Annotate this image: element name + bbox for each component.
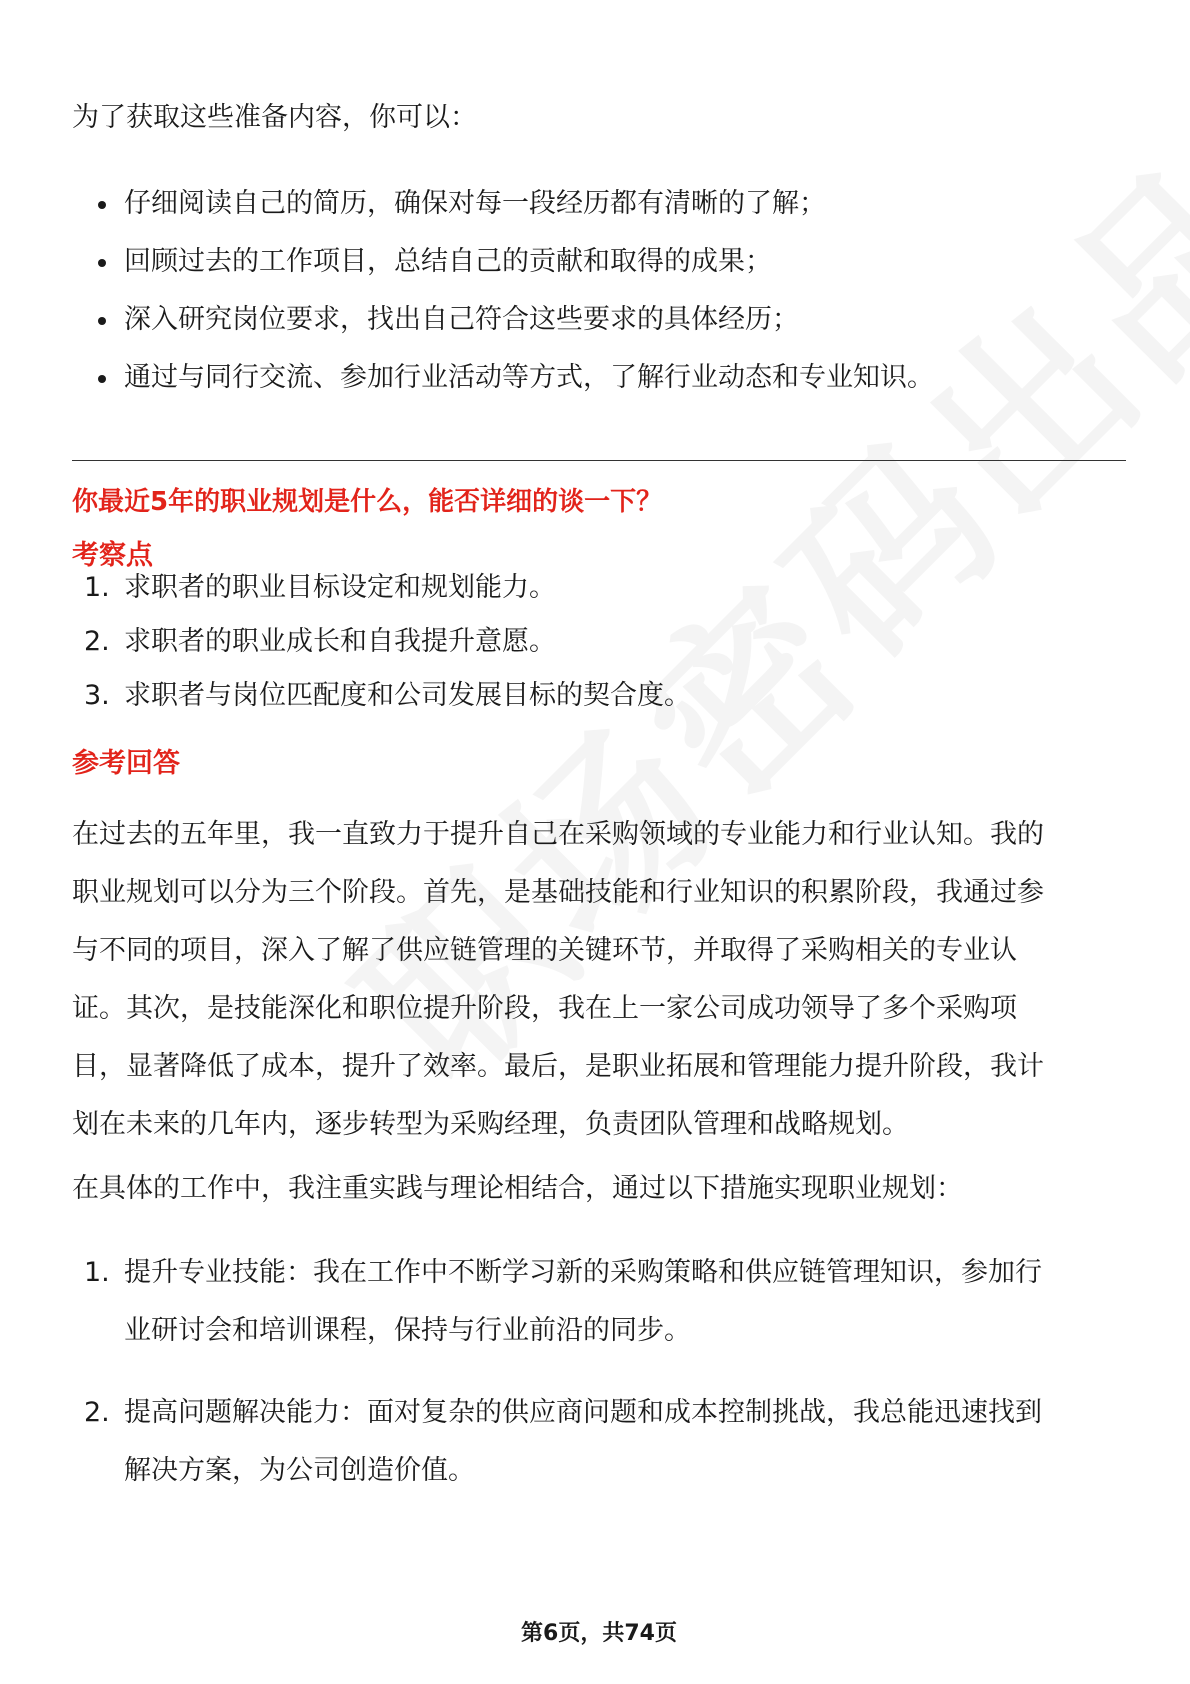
document-page: [72, 0, 1126, 1684]
bullet-list: [72, 182, 934, 414]
paragraph-line: 目，显著降低了成本，提升了效率。最后，是职业拓展和管理能力提升阶段，我计: [72, 1051, 1044, 1082]
answer-label: 参考回答: [72, 748, 180, 779]
section-divider: [72, 460, 1126, 461]
paragraph-line: 证。其次，是技能深化和职位提升阶段，我在上一家公司成功领导了多个采购项: [72, 993, 1017, 1024]
question-heading: 你最近5年的职业规划是什么，能否详细的谈一下？: [72, 487, 663, 517]
bullet-icon: [98, 375, 106, 383]
paragraph-line: 与不同的项目，深入了解了供应链管理的关键环节，并取得了采购相关的专业认: [72, 935, 1017, 966]
list-item: 1. 求职者的职业目标设定和规划能力。: [84, 572, 556, 603]
bullet-icon: [98, 317, 106, 325]
paragraph-line: 划在未来的几年内，逐步转型为采购经理，负责团队管理和战略规划。: [72, 1109, 909, 1140]
list-item: 仔细阅读自己的简历，确保对每一段经历都有清晰的了解；: [72, 182, 934, 240]
steps-list: [72, 1244, 1042, 1500]
list-item: 回顾过去的工作项目，总结自己的贡献和取得的成果；: [72, 240, 934, 298]
bullet-icon: [98, 201, 106, 209]
list-item: 通过与同行交流、参加行业活动等方式，了解行业动态和专业知识。: [72, 356, 934, 414]
intro-text: 为了获取这些准备内容，你可以：: [72, 102, 477, 133]
list-item: 1. 提升专业技能：我在工作中不断学习新的采购策略和供应链管理知识，参加行 业研讨会和培训课程，保持与行业前沿的同步。: [84, 1257, 1042, 1346]
list-item: 2. 求职者的职业成长和自我提升意愿。: [84, 626, 556, 657]
bullet-icon: [98, 259, 106, 267]
list-item: 2. 提高问题解决能力：面对复杂的供应商问题和成本控制挑战，我总能迅速找到 解决方案，为公司创造价值。: [84, 1397, 1042, 1486]
paragraph-line: 职业规划可以分为三个阶段。首先，是基础技能和行业知识的积累阶段，我通过参: [72, 877, 1044, 908]
paragraph-line: 在过去的五年里，我一直致力于提升自己在采购领域的专业能力和行业认知。我的: [72, 819, 1044, 850]
list-item: 深入研究岗位要求，找出自己符合这些要求的具体经历；: [72, 298, 934, 356]
answer-paragraph-2: 在具体的工作中，我注重实践与理论相结合，通过以下措施实现职业规划：: [72, 1173, 963, 1204]
page-number: 第6页，共74页: [521, 1621, 677, 1646]
focus-list: [72, 566, 691, 728]
list-item: 3. 求职者与岗位匹配度和公司发展目标的契合度。: [84, 680, 691, 711]
focus-label: 考察点: [72, 540, 153, 571]
answer-paragraph: [72, 806, 1126, 1154]
